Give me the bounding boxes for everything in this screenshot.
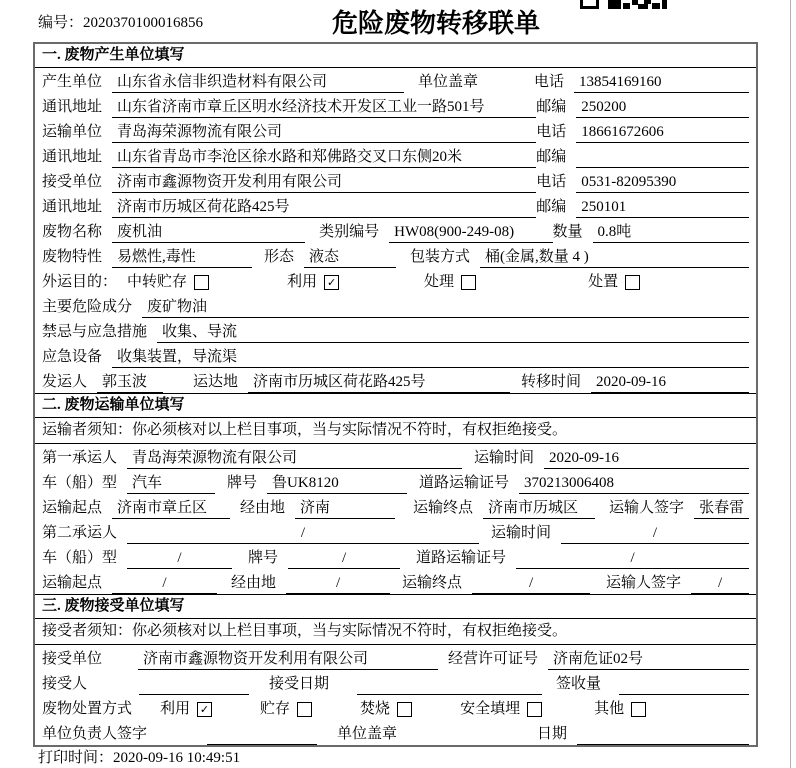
receiver-notice: 接受者须知：你必须核对以上栏目事项，当与实际情况不符时，有权拒绝接受。: [35, 619, 756, 645]
form-value: 液态: [304, 247, 396, 268]
destination-value: 济南市历城区荷花路425号: [248, 372, 510, 393]
receiver-value: 济南市鑫源物资开发利用有限公司: [112, 172, 536, 193]
option-label: 利用: [287, 274, 318, 290]
row-first-carrier: [35, 444, 756, 469]
disposal-option-landfill: [460, 699, 542, 720]
qr-code-icon: [578, 0, 670, 9]
vehicle-type-label: 车（船）型: [42, 550, 118, 566]
row-accept-unit: [35, 645, 756, 670]
contraindication-value: 收集、导流: [157, 322, 749, 343]
recipient-value: [139, 674, 249, 695]
zip-label: 邮编: [536, 99, 567, 115]
origin2-value: /: [112, 573, 217, 594]
accept-date-label: 接受日期: [269, 676, 330, 692]
first-carrier-label: 第一承运人: [42, 450, 118, 466]
received-amount-label: 签收量: [556, 676, 602, 692]
row-head-signature: [35, 720, 756, 745]
page-title: 危险废物转移联单: [332, 9, 541, 38]
producer-value: 山东省永信非织造材料有限公司: [112, 72, 404, 93]
transport-time-label: 运输时间: [474, 450, 535, 466]
producer-zip-value: 250200: [576, 97, 749, 118]
road-cert-value: 370213006408: [519, 473, 749, 494]
producer-address-value: 山东省济南市章丘区明水经济技术开发区工业一路501号: [112, 97, 536, 118]
sender-value: 郭玉波: [97, 372, 163, 393]
sender-label: 发运人: [42, 374, 88, 390]
disposal-option-other: [594, 699, 646, 720]
hazard-value: 废矿物油: [142, 297, 749, 318]
transporter-notice: 运输者须知：你必须核对以上栏目事项，当与实际情况不符时，有权拒绝接受。: [35, 418, 756, 444]
quantity-label: 数量: [552, 224, 583, 240]
via-label: 经由地: [231, 575, 277, 591]
property-value: 易燃性,毒性: [112, 247, 252, 268]
option-label: 贮存: [260, 701, 291, 717]
plate-value: 鲁UK8120: [267, 473, 407, 494]
checkbox-icon: [461, 275, 476, 290]
section-receiver: [35, 594, 756, 745]
option-label: 中转贮存: [127, 274, 188, 290]
packing-value: 桶(金属,数量 4 ): [480, 247, 749, 268]
accept-date-value: [357, 674, 542, 695]
second-carrier-label: 第二承运人: [42, 525, 118, 541]
row-transporter: [35, 118, 756, 143]
carrier-sign-label: 运输人签字: [606, 575, 682, 591]
row-waste-name: [35, 218, 756, 243]
head-signature-label: 单位负责人签字: [42, 726, 148, 742]
equipment-label: 应急设备: [42, 349, 103, 365]
disposal-option-incinerate: [360, 699, 412, 720]
endpoint-label: 运输终点: [413, 500, 474, 516]
recipient-label: 接受人: [42, 676, 88, 692]
row-vehicle-2: [35, 544, 756, 569]
receiver-zip-value: 250101: [576, 197, 749, 218]
packing-label: 包装方式: [410, 249, 471, 265]
carrier-sign2-value: /: [691, 573, 749, 594]
phone-label: 电话: [536, 124, 567, 140]
row-vehicle-1: [35, 469, 756, 494]
row-contraindication: [35, 318, 756, 343]
option-label: 焚烧: [360, 701, 391, 717]
print-time-value: 2020-09-16 10:49:51: [113, 750, 241, 766]
checkbox-icon: [397, 702, 412, 717]
quantity-value: 0.8吨: [593, 222, 749, 243]
address-label: 通讯地址: [42, 99, 103, 115]
row-transporter-address: [35, 143, 756, 168]
option-label: 安全填埋: [460, 701, 521, 717]
unit-seal-label: 单位盖章: [337, 726, 398, 742]
print-time-label: 打印时间：: [38, 750, 114, 766]
via-value: 济南: [295, 498, 395, 519]
receiver-address-value: 济南市历城区荷花路425号: [112, 197, 536, 218]
first-carrier-value: 青岛海荣源物流有限公司: [127, 448, 462, 469]
transporter-label: 运输单位: [42, 124, 103, 140]
print-time: [38, 746, 240, 767]
road-cert-label: 道路运输证号: [419, 475, 510, 491]
vehicle-type-value: 汽车: [127, 473, 215, 494]
seal-label: 单位盖章: [418, 74, 479, 90]
address-label: 通讯地址: [42, 149, 103, 165]
waste-name-value: 废机油: [112, 222, 305, 243]
license-value: 济南危证02号: [548, 649, 749, 670]
checkbox-icon: [631, 702, 646, 717]
row-emergency-equipment: [35, 343, 756, 368]
section-transporter-heading: 二. 废物运输单位填写: [35, 394, 756, 418]
row-receiver-address: [35, 193, 756, 218]
purpose-label: 外运目的：: [42, 274, 118, 290]
receiver-phone-value: 0531-82095390: [576, 172, 749, 193]
phone-label: 电话: [536, 174, 567, 190]
transporter-value: 青岛海荣源物流有限公司: [112, 122, 536, 143]
row-sender: [35, 368, 756, 393]
row-disposal-method: [35, 695, 756, 720]
transporter-zip-value: [576, 147, 749, 168]
doc-number-label: 编号：: [38, 15, 84, 31]
phone-label: 电话: [533, 74, 564, 90]
category-label: 类别编号: [319, 224, 380, 240]
contraindication-label: 禁忌与应急措施: [42, 324, 148, 340]
road-cert2-value: /: [516, 548, 749, 569]
waste-name-label: 废物名称: [42, 224, 103, 240]
zip-label: 邮编: [536, 199, 567, 215]
purpose-option-transfer-storage: [127, 272, 209, 293]
checkbox-icon: [625, 275, 640, 290]
property-label: 废物特性: [42, 249, 103, 265]
row-second-carrier: [35, 519, 756, 544]
option-label: 其他: [594, 701, 625, 717]
purpose-option-utilize: [287, 272, 339, 293]
checkbox-checked-icon: ✓: [197, 702, 212, 717]
head-signature-value: [207, 724, 317, 745]
hazard-label: 主要危险成分: [42, 299, 133, 315]
checkbox-icon: [297, 702, 312, 717]
endpoint2-value: /: [472, 573, 590, 594]
second-carrier-value: /: [127, 523, 479, 544]
doc-number-value: 2020370100016856: [83, 15, 204, 31]
vehicle-type-label: 车（船）型: [42, 475, 118, 491]
origin-label: 运输起点: [42, 500, 103, 516]
option-label: 处理: [424, 274, 455, 290]
destination-label: 运达地: [193, 374, 239, 390]
endpoint-value: 济南市历城区: [483, 498, 595, 519]
date-label: 日期: [536, 726, 567, 742]
option-label: 利用: [160, 701, 191, 717]
origin-value: 济南市章丘区: [112, 498, 230, 519]
row-waste-property: [35, 243, 756, 268]
checkbox-icon: [194, 275, 209, 290]
via2-value: /: [286, 573, 390, 594]
transporter-address-value: 山东省青岛市李沧区徐水路和郑佛路交叉口东侧20米: [112, 147, 536, 168]
row-producer-address: [35, 93, 756, 118]
section-producer-heading: 一. 废物产生单位填写: [35, 44, 756, 68]
transfer-time-label: 转移时间: [520, 374, 581, 390]
transport-time-label: 运输时间: [491, 525, 552, 541]
row-producer: [35, 68, 756, 93]
road-cert-label: 道路运输证号: [416, 550, 507, 566]
address-label: 通讯地址: [42, 199, 103, 215]
transport-time-value: 2020-09-16: [544, 448, 749, 469]
checkbox-icon: [527, 702, 542, 717]
plate-label: 牌号: [248, 550, 279, 566]
transporter-phone-value: 18661672606: [576, 122, 749, 143]
section-producer: [35, 44, 756, 393]
row-route-1: [35, 494, 756, 519]
producer-phone-value: 13854169160: [574, 72, 749, 93]
option-label: 处置: [588, 274, 619, 290]
purpose-option-treat: [424, 272, 476, 293]
row-purpose: [35, 268, 756, 293]
accept-unit-value: 济南市鑫源物资开发利用有限公司: [138, 649, 438, 670]
plate-label: 牌号: [227, 475, 258, 491]
carrier-sign-label: 运输人签字: [609, 500, 685, 516]
origin-label: 运输起点: [42, 575, 103, 591]
zip-label: 邮编: [536, 149, 567, 165]
category-value: HW08(900-249-08): [389, 222, 552, 243]
transport-time2-value: /: [561, 523, 749, 544]
checkbox-checked-icon: ✓: [324, 275, 339, 290]
doc-number: [38, 11, 203, 32]
row-receiver: [35, 168, 756, 193]
received-amount-value: [619, 674, 749, 695]
section-receiver-heading: 三. 废物接受单位填写: [35, 595, 756, 619]
form-label: 形态: [264, 249, 295, 265]
disposal-method-label: 废物处置方式: [42, 701, 133, 717]
vehicle-type2-value: /: [127, 548, 232, 569]
row-hazard-component: [35, 293, 756, 318]
license-label: 经营许可证号: [448, 651, 539, 667]
receiver-label: 接受单位: [42, 174, 103, 190]
plate2-value: /: [288, 548, 400, 569]
row-recipient: [35, 670, 756, 695]
equipment-value: 收集装置，导流渠: [112, 347, 749, 368]
purpose-option-dispose: [588, 272, 640, 293]
date-value: [577, 724, 749, 745]
carrier-sign-value: 张春雷: [694, 498, 749, 519]
disposal-option-store: [260, 699, 312, 720]
endpoint-label: 运输终点: [402, 575, 463, 591]
disposal-option-utilize: [160, 699, 212, 720]
section-transporter: [35, 393, 756, 594]
manifest-form: [33, 42, 758, 747]
page-edge-line: [790, 0, 791, 768]
transfer-time-value: 2020-09-16: [591, 372, 749, 393]
producer-label: 产生单位: [42, 74, 103, 90]
via-label: 经由地: [240, 500, 286, 516]
row-route-2: [35, 569, 756, 594]
accept-unit-label: 接受单位: [42, 651, 103, 667]
